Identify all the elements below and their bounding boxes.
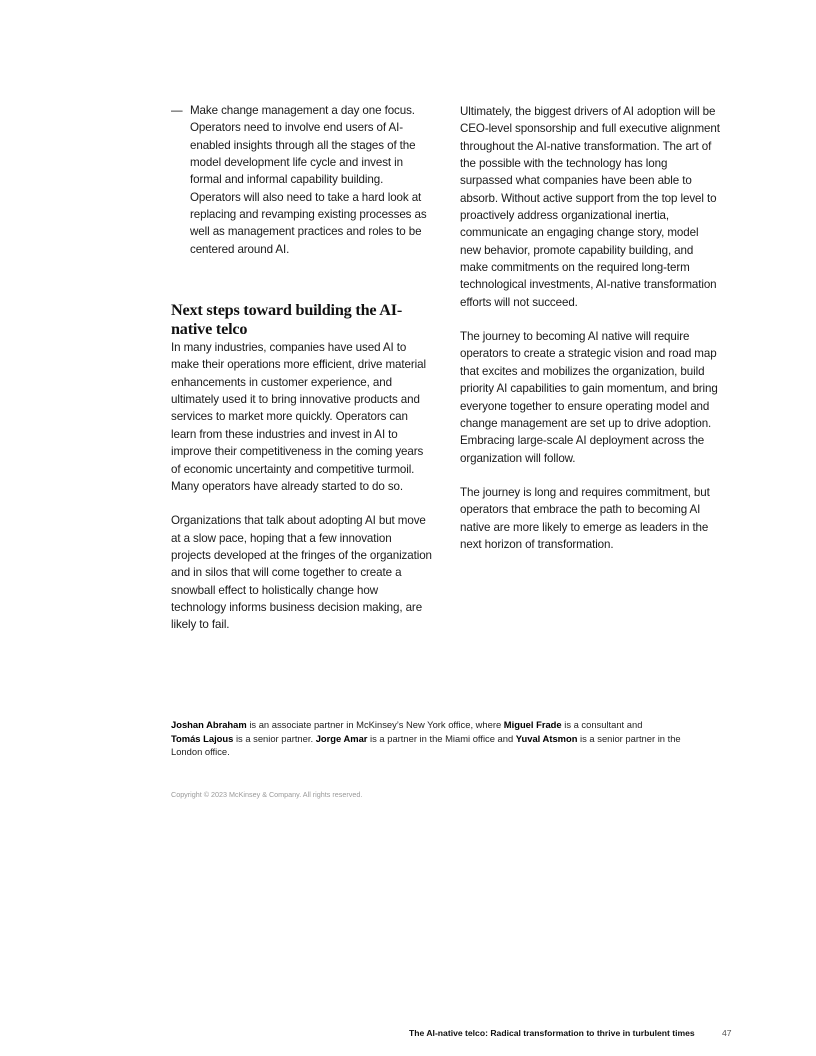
author-name: Tomás Lajous (171, 732, 234, 744)
left-column (171, 102, 433, 634)
author-name: Miguel Frade (503, 719, 562, 730)
paragraph: The journey to becoming AI native will require operators to create a strategic vision and road map that excites and mobilizes the organization, build priority AI capabilities to gain momentum, and bring everyone together to ensure operating model and change management are set up to drive adoption. Embracing large-scale AI deployment across the organization will follow. (460, 330, 718, 465)
footer-title: The AI-native telco: Radical transformation to thrive in turbulent times (409, 1028, 695, 1038)
author-name: Yuval Atsmon (515, 732, 578, 744)
bio-text: is a partner in the Miami office and (367, 732, 516, 744)
paragraph: Organizations that talk about adopting AI but move at a slow pace, hoping that a few innovation projects developed at the fringes of the organization and in silos that will come together to create a snowball effect to holistically change how technology informs business decision making, are likely to fail. (171, 514, 432, 632)
paragraph: The journey is long and requires commitment, but operators that embrace the path to becoming AI native are more likely to emerge as leaders in the next horizon of transformation. (460, 485, 710, 551)
author-name: Jorge Amar (315, 732, 368, 744)
em-dash-bullet-icon: — (171, 104, 183, 117)
paragraph: In many industries, companies have used AI to make their operations more efficient, drive material enhancements in customer experience, and ultimately used it to bring innovative products and services to market more quickly. Operators can learn from these industries and invest in AI to improve their competitiveness in the coming years of economic uncertainty and competitive turmoil. Many operators have already started to do so. (171, 341, 426, 493)
bio-text: is a senior partner in the London office. (171, 732, 681, 758)
page-number: 47 (722, 1028, 732, 1038)
section-heading: Next steps toward building the AI-native telco (171, 301, 403, 339)
author-name: Joshan Abraham (171, 719, 247, 730)
bio-text: is a consultant and (561, 719, 643, 730)
author-bio (171, 718, 691, 759)
bio-text: is an associate partner in McKinsey’s New York office, where (246, 719, 504, 730)
paragraph: Ultimately, the biggest drivers of AI adoption will be CEO-level sponsorship and full executive alignment throughout the AI-native transformation. The art of the possible with the technology has long surpassed what companies have been able to absorb. Without active support from the top level to proactively address organizational inertia, communicate an engaging change story, model new behavior, promote capability building, and make commitments on the required long-term technological investments, AI-native transformation efforts will not succeed. (460, 105, 720, 309)
copyright-notice: Copyright © 2023 McKinsey & Company. All rights reserved. (171, 790, 363, 799)
right-column (460, 103, 720, 553)
bullet-item (171, 102, 433, 258)
bio-text: is a senior partner. (233, 732, 316, 744)
bullet-text: Make change management a day one focus. Operators need to involve end users of AI-enabled insights through all the stages of the model development life cycle and invest in formal and informal capability building. Operators will also need to take a hard look at replacing and revamping existing processes as well as management practices and roles to be centered around AI. (190, 104, 427, 256)
